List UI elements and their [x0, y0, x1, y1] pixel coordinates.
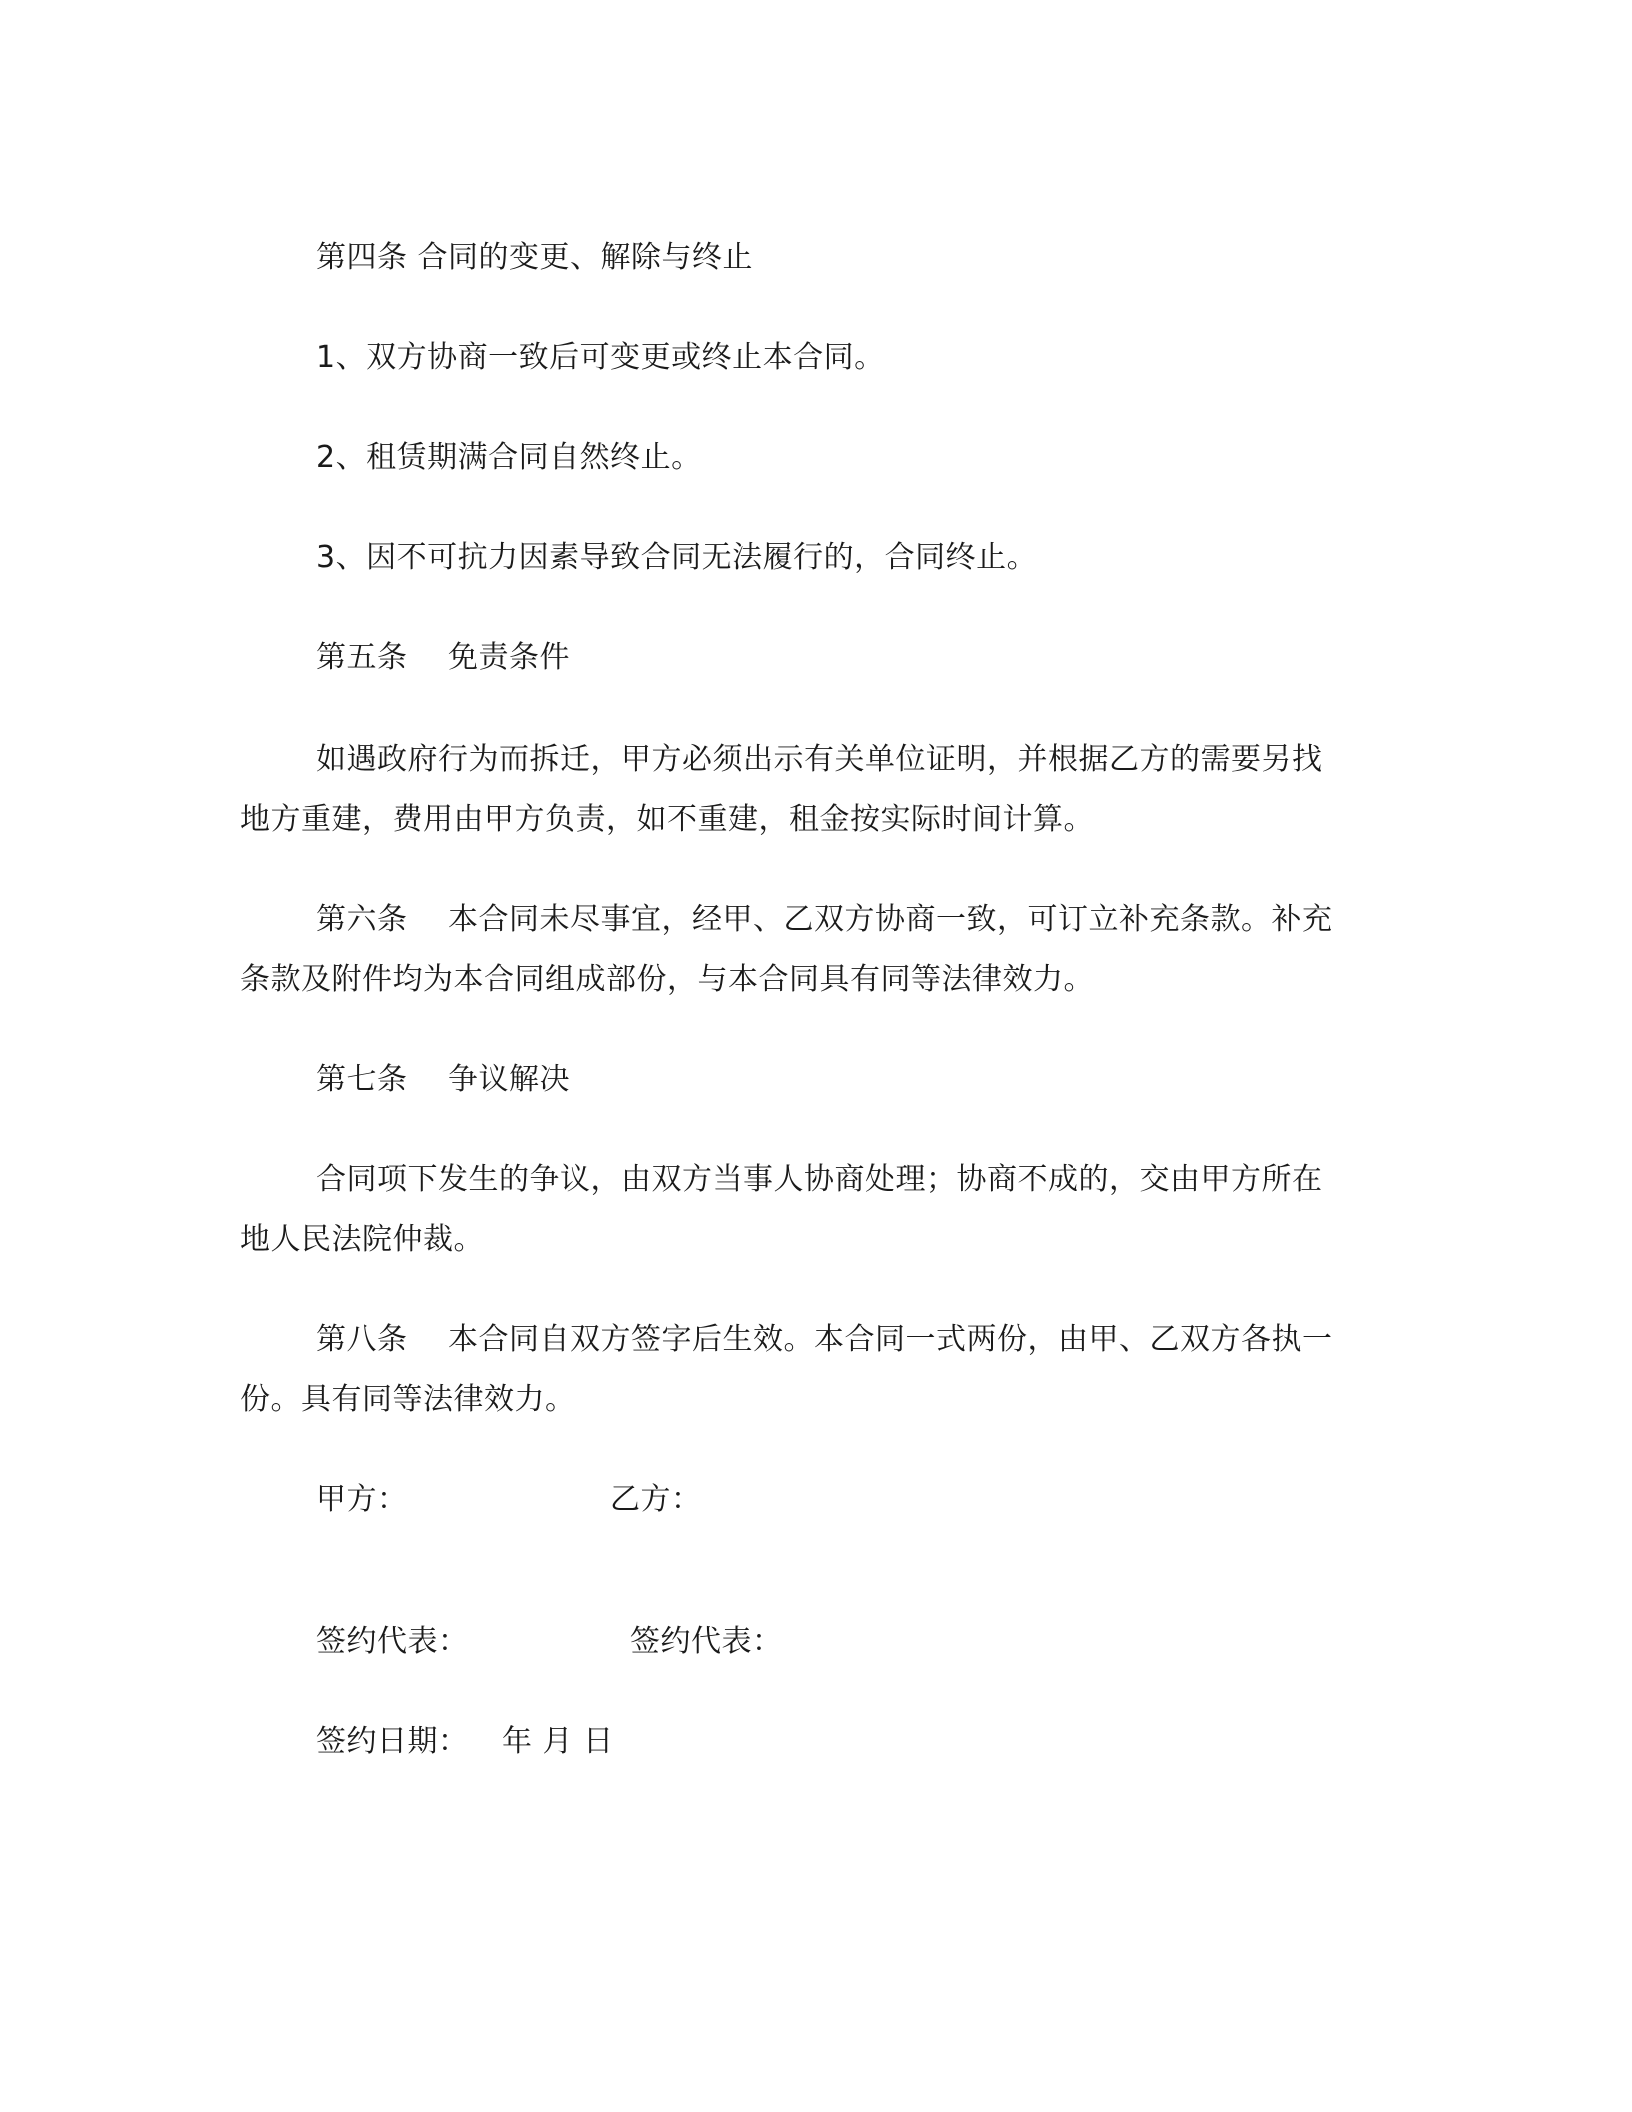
article-4-heading: 第四条 合同的变更、解除与终止 [316, 240, 754, 275]
signature-rep-a-label: 签约代表： [316, 1624, 469, 1659]
article-7-body-line-2: 地人民法院仲裁。 [240, 1222, 484, 1257]
signature-rep-b-label: 签约代表： [630, 1624, 783, 1659]
signature-date-value: 年 月 日 [502, 1724, 614, 1759]
signature-party-b-label: 乙方： [610, 1482, 702, 1517]
article-8-line-1: 第八条 本合同自双方签字后生效。本合同一式两份，由甲、乙双方各执一 [316, 1322, 1333, 1357]
article-6-line-1: 第六条 本合同未尽事宜，经甲、乙双方协商一致，可订立补充条款。补充 [316, 902, 1333, 937]
signature-date-label: 签约日期： [316, 1724, 469, 1759]
article-5-body-line-2: 地方重建，费用由甲方负责，如不重建，租金按实际时间计算。 [240, 802, 1094, 837]
article-5-body-line-1: 如遇政府行为而拆迁，甲方必须出示有关单位证明，并根据乙方的需要另找 [316, 742, 1323, 777]
article-6-line-2: 条款及附件均为本合同组成部份，与本合同具有同等法律效力。 [240, 962, 1094, 997]
article-4-item-1: 1、双方协商一致后可变更或终止本合同。 [316, 340, 885, 375]
article-4-item-3: 3、因不可抗力因素导致合同无法履行的，合同终止。 [316, 540, 1038, 575]
article-7-body-line-1: 合同项下发生的争议，由双方当事人协商处理；协商不成的，交由甲方所在 [316, 1162, 1323, 1197]
article-5-heading: 第五条 免责条件 [316, 640, 571, 675]
signature-party-a-label: 甲方： [316, 1482, 408, 1517]
article-4-item-2: 2、租赁期满合同自然终止。 [316, 440, 702, 475]
article-8-line-2: 份。具有同等法律效力。 [240, 1382, 576, 1417]
article-7-heading: 第七条 争议解决 [316, 1062, 571, 1097]
